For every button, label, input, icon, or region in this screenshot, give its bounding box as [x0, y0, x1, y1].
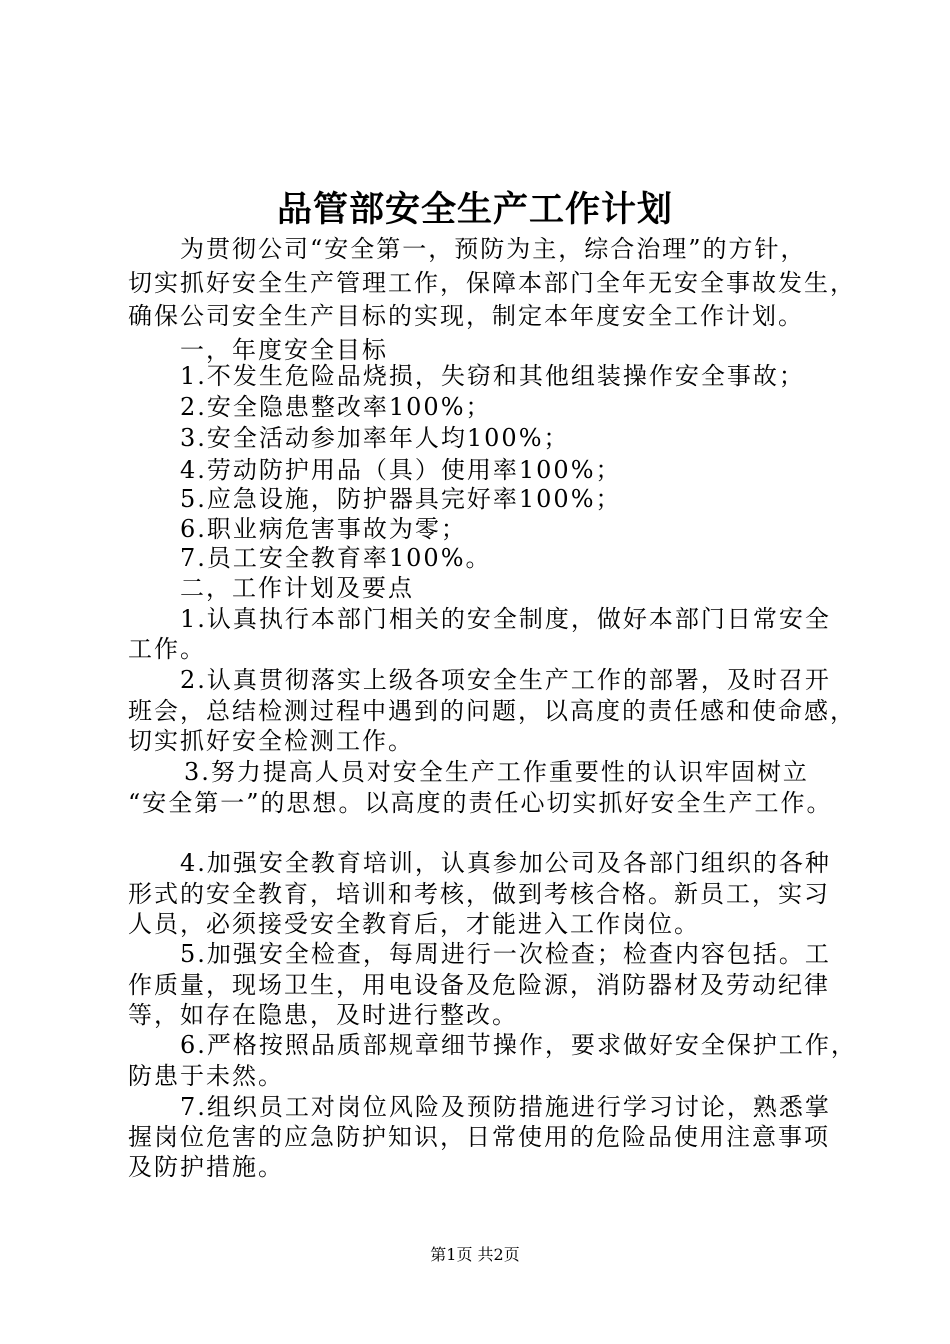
body-line: 班会，总结检测过程中遇到的问题，以高度的责任感和使命感，	[128, 697, 856, 725]
body-line: 工作。	[128, 635, 206, 663]
body-line: 等，如存在隐患，及时进行整改。	[128, 1001, 518, 1029]
section-heading: 二，工作计划及要点	[180, 574, 414, 602]
body-line: 7.组织员工对岗位风险及预防措施进行学习讨论，熟悉掌	[180, 1093, 831, 1121]
body-line: “安全第一”的思想。以高度的责任心切实抓好安全生产工作。	[128, 789, 833, 817]
body-line: 5.加强安全检查，每周进行一次检查；检查内容包括。工	[180, 940, 831, 968]
body-line: 形式的安全教育，培训和考核，做到考核合格。新员工，实习	[128, 880, 830, 908]
list-item: 2.安全隐患整改率100%；	[180, 393, 492, 421]
list-item: 1.不发生危险品烧损，失窃和其他组装操作安全事故；	[180, 362, 805, 390]
body-line: 2.认真贯彻落实上级各项安全生产工作的部署，及时召开	[180, 666, 831, 694]
body-line: 4.加强安全教育培训，认真参加公司及各部门组织的各种	[180, 849, 831, 877]
document-title: 品管部安全生产工作计划	[276, 189, 673, 230]
body-line: 切实抓好安全生产管理工作，保障本部门全年无安全事故发生，	[128, 269, 856, 297]
body-line: 切实抓好安全检测工作。	[128, 727, 414, 755]
page-footer: 第1页 共2页	[430, 1245, 520, 1264]
list-item: 6.职业病危害事故为零；	[180, 515, 467, 543]
list-item: 4.劳动防护用品（具）使用率100%；	[180, 456, 622, 484]
body-line: 及防护措施。	[128, 1153, 284, 1181]
body-line: 确保公司安全生产目标的实现，制定本年度安全工作计划。	[128, 302, 804, 330]
body-line: 3.努力提高人员对安全生产工作重要性的认识牢固树立	[184, 758, 809, 786]
list-item: 5.应急设施，防护器具完好率100%；	[180, 485, 622, 513]
body-line: 6.严格按照品质部规章细节操作，要求做好安全保护工作，	[180, 1031, 857, 1059]
body-line: 作质量，现场卫生，用电设备及危险源，消防器材及劳动纪律	[128, 971, 830, 999]
list-item: 7.员工安全教育率100%。	[180, 544, 492, 572]
list-item: 3.安全活动参加率年人均100%；	[180, 424, 570, 452]
body-line: 人员，必须接受安全教育后，才能进入工作岗位。	[128, 910, 700, 938]
body-line: 为贯彻公司“安全第一，预防为主，综合治理”的方针，	[180, 235, 807, 263]
body-line: 握岗位危害的应急防护知识，日常使用的危险品使用注意事项	[128, 1123, 830, 1151]
section-heading: 一，年度安全目标	[180, 336, 388, 364]
body-line: 1.认真执行本部门相关的安全制度，做好本部门日常安全	[180, 605, 831, 633]
body-line: 防患于未然。	[128, 1062, 284, 1090]
